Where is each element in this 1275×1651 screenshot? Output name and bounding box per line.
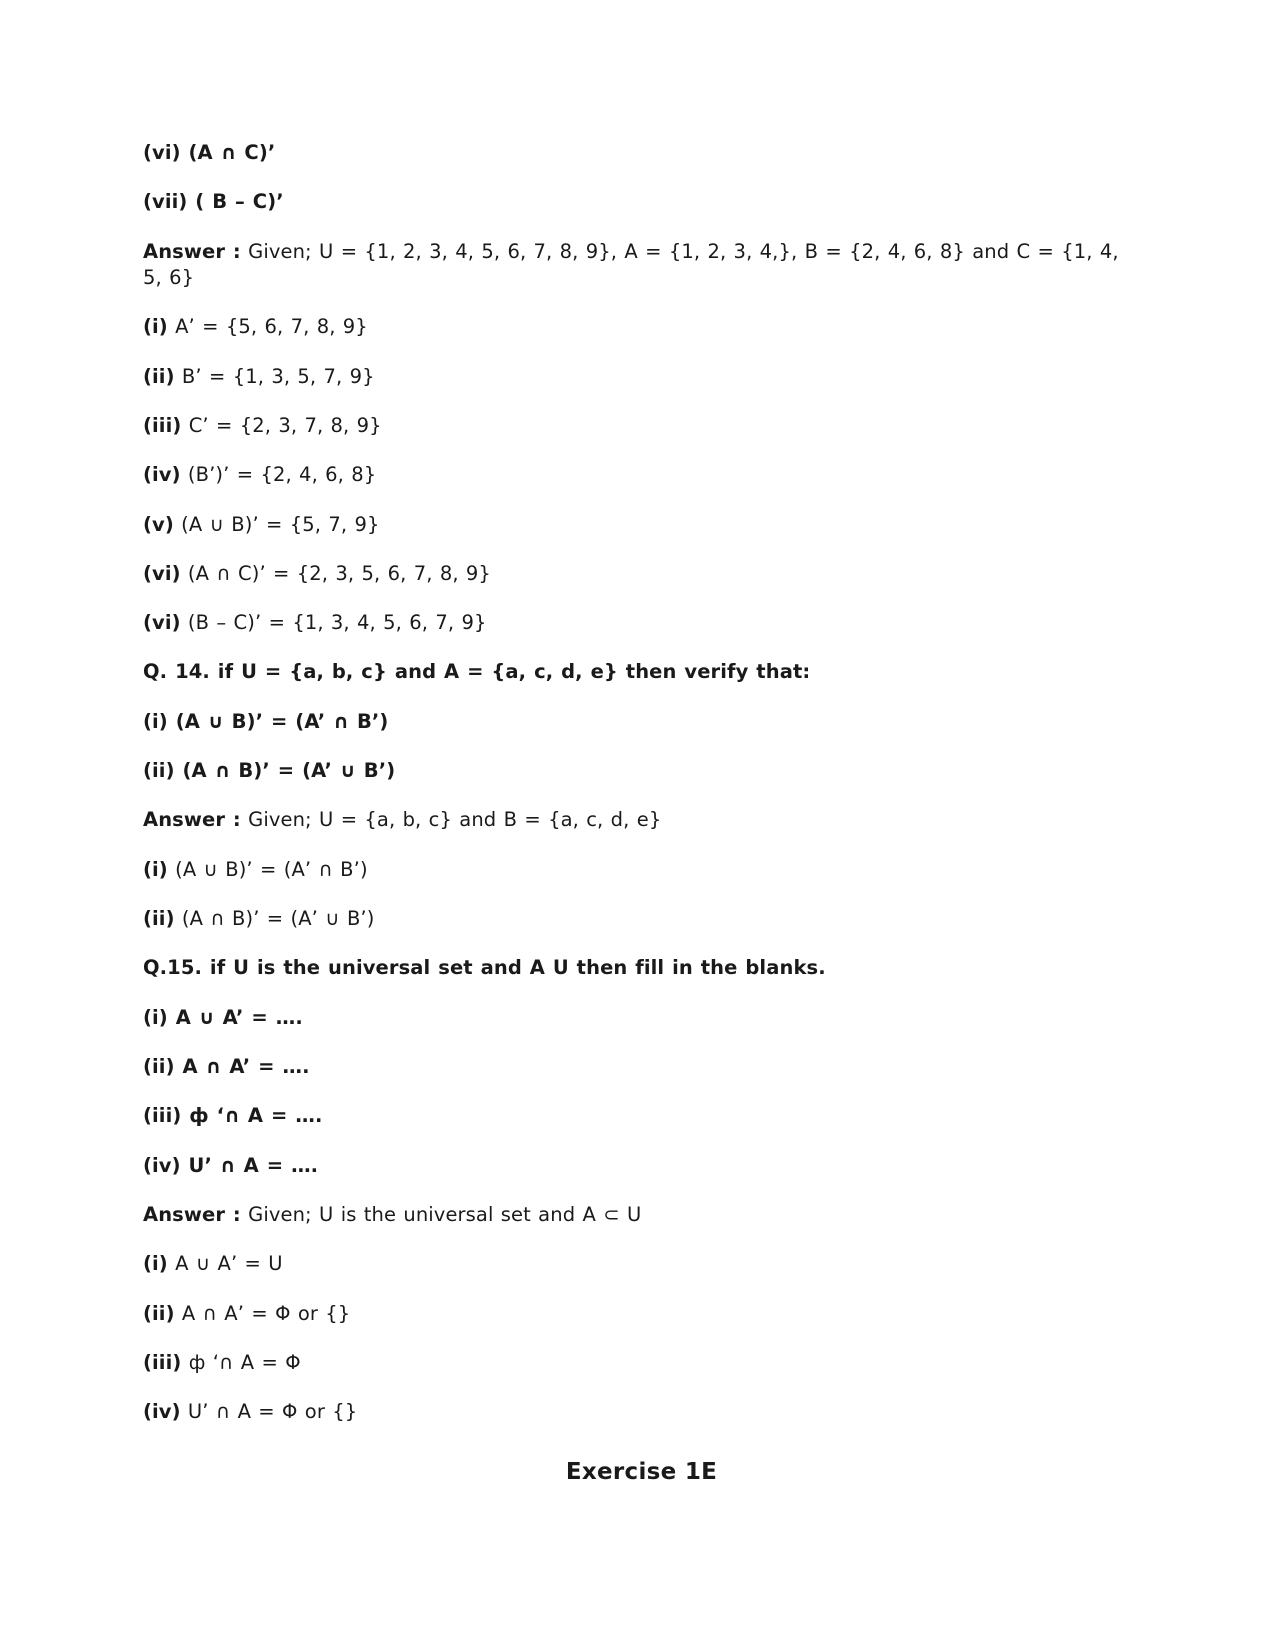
exercise-heading: Exercise 1E <box>565 1459 718 1486</box>
document-line <box>143 1399 1140 1425</box>
line-label: (i) (A ∪ B)’ = (A’ ∩ B’) <box>143 709 389 733</box>
line-label: (vi) <box>143 611 181 635</box>
line-label: (ii) <box>143 1301 175 1325</box>
line-label: (i) <box>143 315 168 339</box>
line-label: (ii) <box>143 364 175 388</box>
document-line <box>143 1251 1140 1277</box>
document-line <box>143 610 1140 636</box>
document-line <box>143 758 1140 784</box>
line-text: (B’)’ = {2, 4, 6, 8} <box>180 463 377 487</box>
line-label: (vi) (A ∩ C)’ <box>143 141 276 164</box>
document-line <box>143 314 1140 340</box>
line-text: Given; U is the universal set and A ⊂ U <box>240 1202 642 1226</box>
line-label: (i) A ∪ A’ = …. <box>143 1005 303 1029</box>
line-text: (A ∪ B)’ = {5, 7, 9} <box>173 512 380 536</box>
line-label: Q.15. if U is the universal set and A U then fill in the blanks. <box>143 956 826 980</box>
document-line <box>143 807 1140 833</box>
line-label: (iv) <box>143 1400 181 1424</box>
line-text: (A ∩ B)’ = (A’ ∪ B’) <box>174 907 375 930</box>
line-label: (iii) <box>143 413 182 437</box>
line-text: Given; U = {1, 2, 3, 4, 5, 6, 7, 8, 9}, A = {1, 2, 3, 4,}, B = {2, 4, 6, 8} and C = {1, 4, 5, 6} <box>143 239 1119 289</box>
document-line <box>143 1202 1140 1228</box>
line-label: (iii) <box>143 1350 182 1374</box>
line-text: A’ = {5, 6, 7, 8, 9} <box>167 315 368 339</box>
line-text: C’ = {2, 3, 7, 8, 9} <box>181 413 382 437</box>
line-label: (iii) ф ‘∩ A = …. <box>143 1104 323 1128</box>
document-line <box>143 1301 1140 1327</box>
line-text: (A ∪ B)’ = (A’ ∩ B’) <box>167 857 368 881</box>
line-text: (A ∩ C)’ = {2, 3, 5, 6, 7, 8, 9} <box>180 561 491 585</box>
document-line <box>143 239 1140 292</box>
document-line <box>143 1103 1140 1129</box>
document-line <box>143 1054 1140 1080</box>
line-text: A ∩ A’ = Φ or {} <box>174 1301 351 1325</box>
line-text: Given; U = {a, b, c} and B = {a, c, d, e} <box>240 808 662 832</box>
line-text: ф ‘∩ A = Φ <box>181 1350 301 1374</box>
document-line <box>143 189 1140 215</box>
line-label: (i) <box>143 1252 168 1276</box>
line-label: (v) <box>143 512 174 536</box>
document-line <box>143 1005 1140 1031</box>
document-body <box>143 140 1140 1425</box>
line-label: (vii) ( B – C)’ <box>143 190 284 214</box>
line-text: A ∪ A’ = U <box>167 1252 283 1276</box>
document-line <box>143 140 1140 166</box>
document-line <box>143 512 1140 538</box>
line-label: Answer : <box>143 808 241 832</box>
line-text: (B – C)’ = {1, 3, 4, 5, 6, 7, 9} <box>180 611 487 635</box>
line-text: U’ ∩ A = Φ or {} <box>180 1400 358 1424</box>
line-label: (ii) <box>143 907 175 930</box>
line-label: (i) <box>143 857 168 881</box>
document-line <box>143 1350 1140 1376</box>
line-label: (iv) U’ ∩ A = …. <box>143 1153 319 1177</box>
document-line <box>143 955 1140 981</box>
document-line <box>143 561 1140 587</box>
line-label: (ii) (A ∩ B)’ = (A’ ∪ B’) <box>143 759 396 783</box>
document-line <box>143 462 1140 488</box>
line-text: B’ = {1, 3, 5, 7, 9} <box>174 364 375 388</box>
document-line <box>143 1153 1140 1179</box>
document-line <box>143 857 1140 883</box>
line-label: Answer : <box>143 1202 241 1226</box>
document-line <box>143 659 1140 685</box>
document-line <box>143 364 1140 390</box>
line-label: Q. 14. if U = {a, b, c} and A = {a, c, d, e} then verify that: <box>143 660 811 684</box>
line-label: Answer : <box>143 239 241 263</box>
document-line <box>143 906 1140 932</box>
line-label: (ii) A ∩ A’ = …. <box>143 1054 310 1078</box>
document-line <box>143 709 1140 735</box>
document-line <box>143 413 1140 439</box>
line-label: (iv) <box>143 463 181 487</box>
line-label: (vi) <box>143 561 181 585</box>
